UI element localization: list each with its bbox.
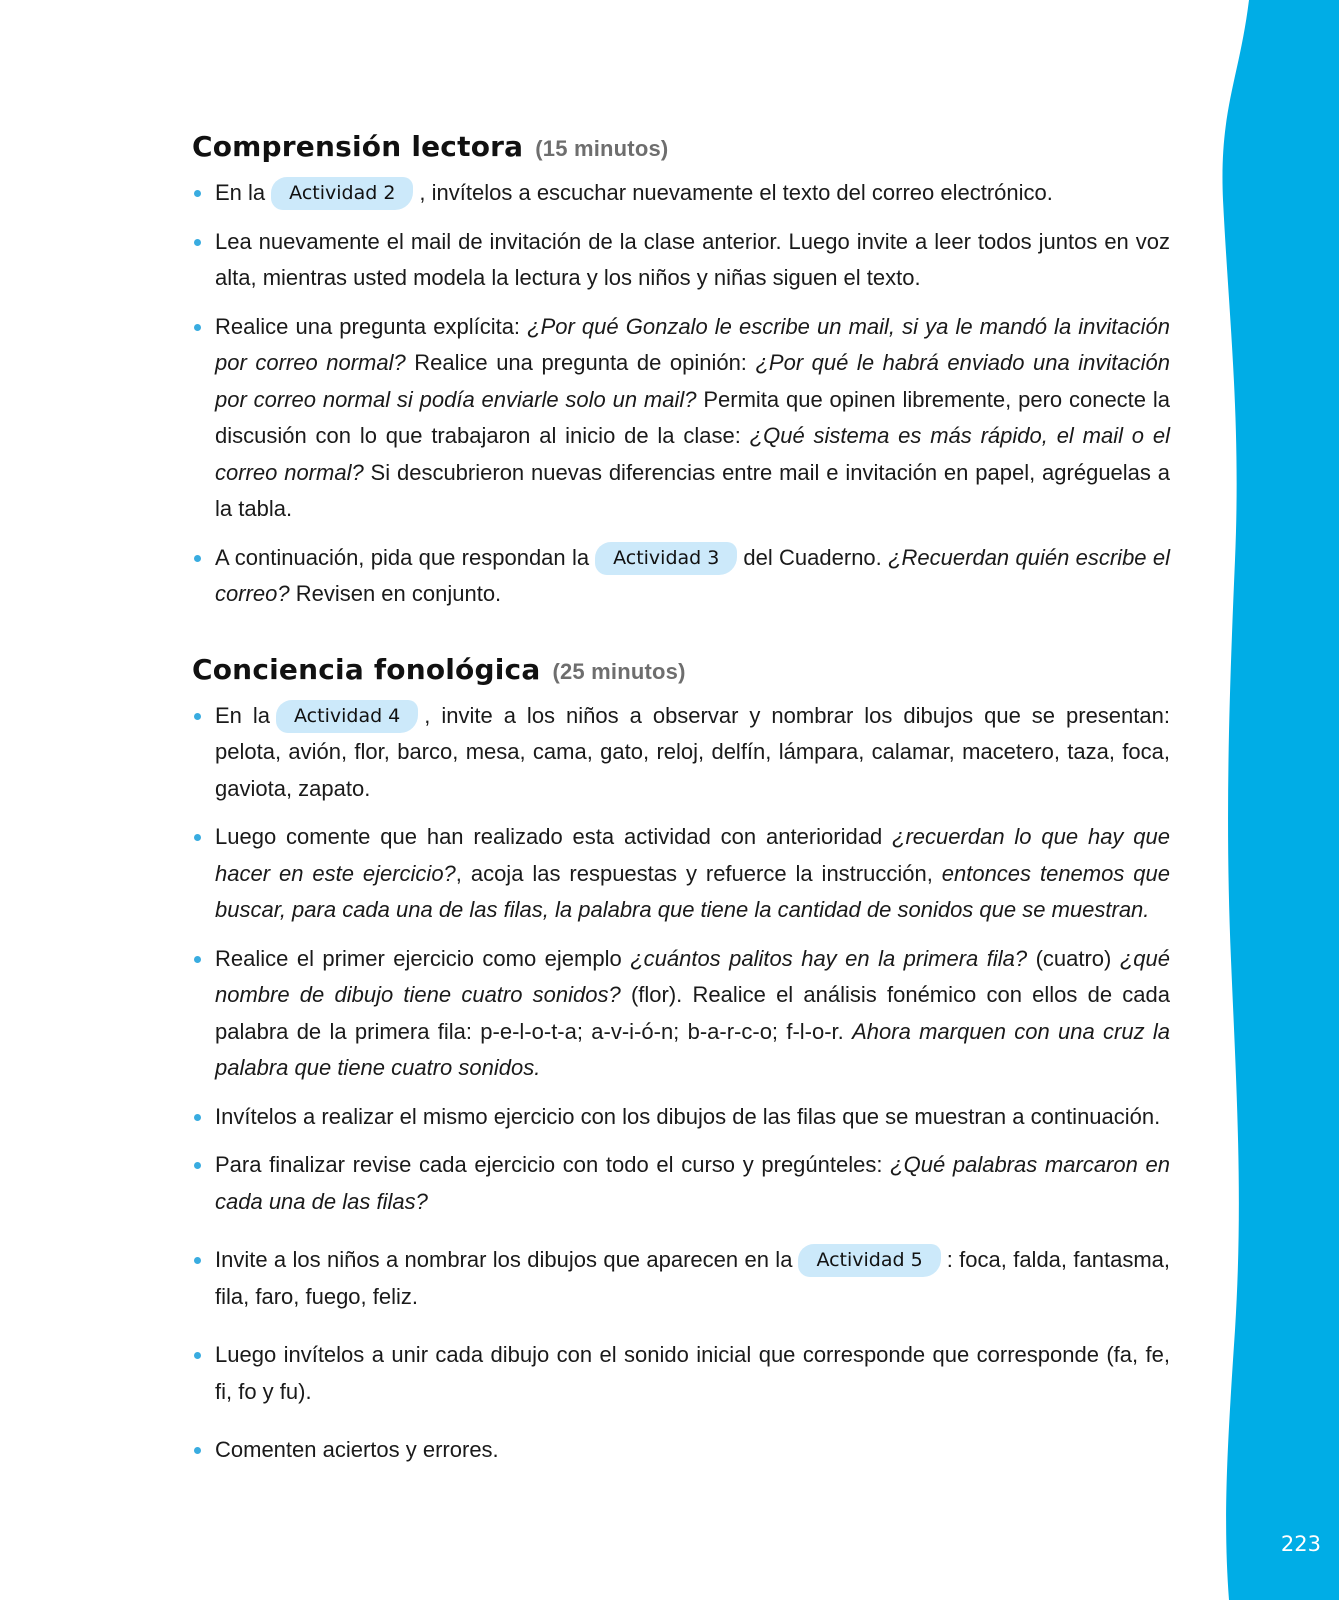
side-color-band — [1219, 0, 1339, 1600]
list-item: Realice el primer ejercicio como ejemplo ¿cuántos palitos hay en la primera fila? (cuatro) ¿qué nombre de dibujo tiene cuatro sonidos? (flor). Realice el análisis fonémico con ellos de cada palabra de la primera fila: p-e-l-o-t-a; a-v-i-ó-n; b-a-r-c-o; f-l-o-r. Ahora marquen con una cruz la palabra que tiene cuatro sonidos. — [192, 941, 1170, 1087]
list-item: Realice una pregunta explícita: ¿Por qué Gonzalo le escribe un mail, si ya le mandó la invitación por correo normal? Realice una pregunta de opinión: ¿Por qué le habrá enviado una invitación por correo normal si podía enviarle solo un mail? Permita que opinen libremente, pero conecte la discusión con lo que trabajaron al inicio de la clase: ¿Qué sistema es más rápido, el mail o el correo normal? Si descubrieron nuevas diferencias entre mail e invitación en papel, agréguelas a la tabla. — [192, 309, 1170, 528]
section-title-comprension — [192, 130, 1170, 163]
activity-chip-5[interactable]: Actividad 5 — [798, 1244, 940, 1277]
page-content — [192, 130, 1170, 1469]
section-title-text: Conciencia fonológica — [192, 652, 541, 686]
list-item: Invite a los niños a nombrar los dibujos que aparecen en la Actividad 5 : foca, falda, fantasma, fila, faro, fuego, feliz. — [192, 1242, 1170, 1315]
list-item: A continuación, pida que respondan la Actividad 3 del Cuaderno. ¿Recuerdan quién escribe el correo? Revisen en conjunto. — [192, 540, 1170, 613]
list-item: Luego comente que han realizado esta actividad con anterioridad ¿recuerdan lo que hay que hacer en este ejercicio?, acoja las respuestas y refuerce la instrucción, entonces tenemos que buscar, para cada una de las filas, la palabra que tiene la cantidad de sonidos que se muestran. — [192, 819, 1170, 929]
list-item: Para finalizar revise cada ejercicio con todo el curso y pregúnteles: ¿Qué palabras marcaron en cada una de las filas? — [192, 1147, 1170, 1220]
section-duration: (25 minutos) — [552, 658, 686, 684]
section-duration: (15 minutos) — [535, 136, 669, 161]
list-item: En la Actividad 2 , invítelos a escuchar nuevamente el texto del correo electrónico. — [192, 175, 1170, 212]
comprension-list — [192, 175, 1170, 613]
page-number: 223 — [1280, 1532, 1321, 1556]
section-title-text: Comprensión lectora — [192, 130, 524, 163]
conciencia-list — [192, 698, 1170, 1469]
activity-chip-2[interactable]: Actividad 2 — [271, 177, 413, 210]
list-item: Invítelos a realizar el mismo ejercicio con los dibujos de las filas que se muestran a continuación. — [192, 1099, 1170, 1136]
list-item: Comenten aciertos y errores. — [192, 1432, 1170, 1469]
list-item: Lea nuevamente el mail de invitación de la clase anterior. Luego invite a leer todos juntos en voz alta, mientras usted modela la lectura y los niños y niñas siguen el texto. — [192, 224, 1170, 297]
section-title-conciencia — [192, 653, 1170, 686]
activity-chip-4[interactable]: Actividad 4 — [276, 700, 418, 733]
list-item: Luego invítelos a unir cada dibujo con el sonido inicial que corresponde que corresponde (fa, fe, fi, fo y fu). — [192, 1337, 1170, 1410]
activity-chip-3[interactable]: Actividad 3 — [595, 542, 737, 575]
list-item: En la Actividad 4 , invite a los niños a observar y nombrar los dibujos que se presentan: pelota, avión, flor, barco, mesa, cama, gato, reloj, delfín, lámpara, calamar, macetero, taza, foca, gaviota, zapato. — [192, 698, 1170, 808]
